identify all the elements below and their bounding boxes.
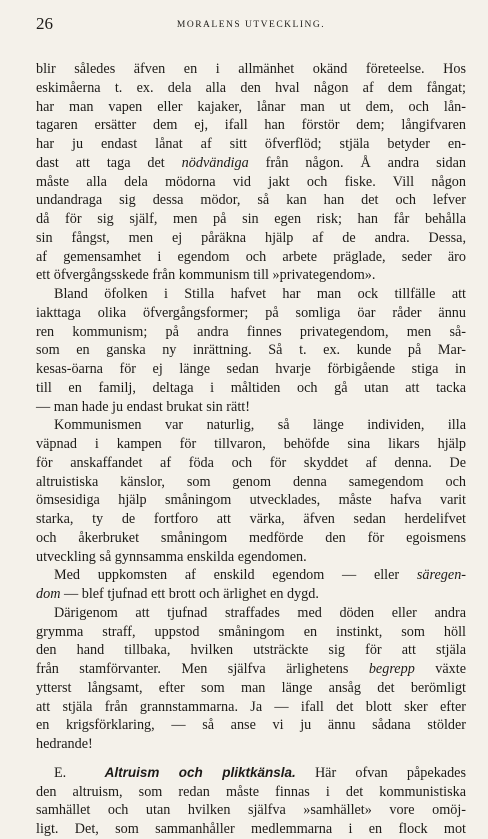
text-line: hedrande!	[36, 736, 93, 752]
text-line: — man hade ju endast brukat sin rätt!	[36, 398, 250, 415]
text-line	[36, 585, 466, 604]
page-header	[36, 14, 466, 38]
text-line: den hand tillbaka, hvilken utsträckte sig för att stjäla	[36, 642, 466, 659]
text-line: eskimåerna t. ex. dela alla den hval någon af dem fångat;	[36, 79, 466, 96]
text-line: Bland öfolken i Stilla hafvet har man ock tillfälle att	[54, 286, 466, 302]
text-line: och åkerbruket småningom medförde den för egoismens	[36, 529, 466, 546]
italic-term: begrepp	[368, 661, 415, 677]
text-segment: Här ofvan påpekades	[314, 764, 466, 781]
text-line: ren kommunism; på andra finnes privategendom, men så-	[36, 323, 466, 340]
text-line: undandraga sig dessa mödor, så kan han det och lefver	[36, 192, 466, 209]
section-line	[36, 764, 466, 783]
text-line: ett öfvergångsskede från kommunism till »privategendom».	[36, 267, 376, 284]
text-segment: Med uppkomsten af enskild egendom — eller	[54, 567, 400, 584]
text-line: Kommunismen var naturlig, så länge individen, illa	[54, 417, 466, 434]
text-line: utveckling så gynnsamma enskilda egendomen.	[36, 548, 307, 565]
text-line: sin fångst, men ej påräkna hjälp af de andra. Dessa,	[36, 229, 466, 246]
text-segment: dast att taga det	[36, 154, 165, 171]
text-line	[36, 660, 466, 679]
text-line: af gemensamhet i egendom och arbete präglade, seder äro	[36, 248, 466, 265]
italic-term: säregen-	[416, 567, 467, 584]
text-line: då för sig själf, men på sin egen risk; han får behålla	[36, 211, 466, 227]
text-segment: — blef tjufnad ett brott och ärlighet en dygd.	[63, 586, 319, 602]
text-line: en krigsförklaring, — så anse vi ju ännu sådana stölder	[36, 717, 466, 734]
text-line: att stjäla från grannstammarna. Ja — ifall det blott sker efter	[36, 698, 466, 715]
text-line: som en ganska ny inrättning. Så t. ex. kunde på Mar-	[36, 342, 466, 359]
text-line	[36, 154, 466, 173]
section-title: Altruism och pliktkänsla.	[104, 764, 296, 780]
italic-term: nödvändiga	[181, 154, 249, 171]
text-line: ytterst långsamt, efter som man länge ansåg det berömligt	[36, 679, 466, 696]
text-line: altruistiska känslor, som genom denna samegendom och	[36, 473, 466, 490]
text-line: starka, ty de fortforo att värka, äfven sedan herdelifvet	[36, 511, 466, 527]
text-line: för anskaffandet af föda och för skyddet af denna. De	[36, 454, 466, 471]
running-head: MORALENS UTVECKLING.	[176, 20, 326, 30]
text-line: Därigenom att tjufnad straffades med döden eller andra	[54, 604, 466, 621]
text-line: ömsesidiga hjälp småningom utvecklades, måste hafva varit	[36, 492, 466, 509]
text-segment: från stamförvanter. Men själfva ärlighetens	[36, 661, 349, 677]
text-line: måste alla dela mödorna vid jakt och fiske. Vill någon	[36, 173, 466, 190]
text-segment: från någon. Å andra sidan	[265, 154, 467, 171]
text-line: till en familj, deltaga i måltiden och gå utan att tacka	[36, 379, 466, 396]
text-line: grymma straff, uppstod småningom en instinkt, som höll	[36, 623, 466, 640]
text-line: tagaren ersätter dem ej, ifall han förstör dem; långifvaren	[36, 117, 466, 134]
text-line: den altruism, som redan måste finnas i det kommunistiska	[36, 783, 466, 800]
text-line: har ju endast lånat af sitt öfverflöd; stjäla betyder en-	[36, 136, 466, 152]
text-line: ligt. Det, som sammanhåller medlemmarna i en flock mot	[36, 821, 466, 837]
paragraph-gap	[36, 754, 466, 764]
text-line: väpnad i kampen för tillvaron, behöfde sina likars hjälp	[36, 436, 466, 452]
text-segment: växte	[435, 661, 467, 677]
body-text	[36, 60, 466, 839]
section-letter: E.	[54, 764, 67, 781]
text-line: har man vapen eller kajaker, lånar man ut dem, och lån-	[36, 98, 466, 115]
text-line: iakttaga olika öfvergångsformer; på somliga öar råder ännu	[36, 304, 466, 321]
text-line	[36, 566, 466, 585]
page-number: 26	[36, 14, 53, 33]
text-line: kesas-öarna för ej länge sedan hvarje förbigående stiga in	[36, 361, 466, 377]
text-line: blir således äfven en i allmänhet okänd företeelse. Hos	[36, 61, 466, 77]
text-line: samhället och utan hvilken själfva »samhället» vore omöj-	[36, 802, 466, 819]
italic-term: dom	[36, 586, 61, 602]
